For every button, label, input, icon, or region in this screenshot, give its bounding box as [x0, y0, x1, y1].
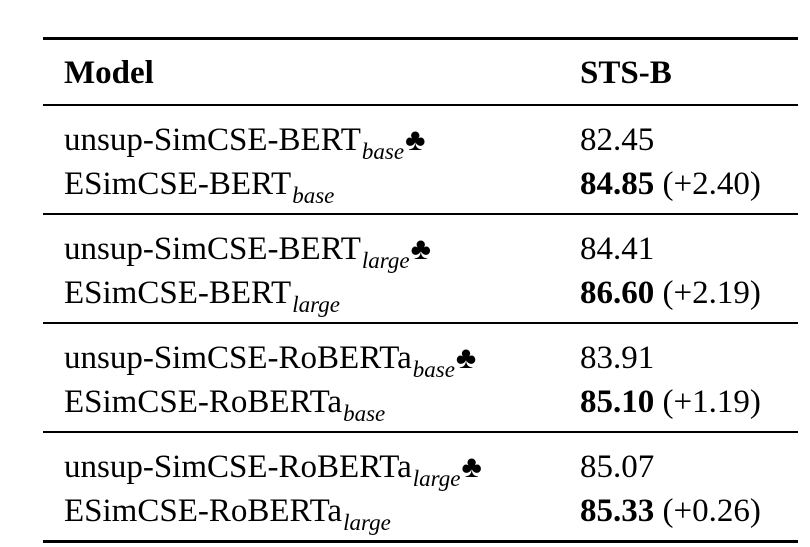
esimcse-score: 85.10 (+1.19): [580, 384, 761, 420]
baseline-score: 82.45: [580, 122, 655, 158]
baseline-model-name: unsup-$SimCSE-BERT_{base}♣$: [64, 122, 426, 164]
esimcse-model-name: ESimCSE-$BERT_{large}$: [64, 275, 340, 317]
baseline-model-name: unsup-$SimCSE-BERT_{large}♣$: [64, 231, 431, 273]
club-icon: ♣: [405, 122, 426, 157]
table-group-roberta-base: [43, 324, 798, 431]
header-model: Model: [64, 55, 154, 91]
baseline-score: 85.07: [580, 449, 655, 485]
results-table: [43, 37, 798, 543]
club-icon: ♣: [461, 449, 482, 484]
baseline-score: 84.41: [580, 231, 655, 267]
baseline-model-name: unsup-SimCSE-RoBERTa$_{large}$♣: [64, 449, 482, 491]
esimcse-model-name: ESimCSE-$BERT_{base}$: [64, 166, 335, 208]
esimcse-score: 84.85 (+2.40): [580, 166, 761, 202]
baseline-score: 83.91: [580, 340, 655, 376]
table-group-bert-base: [43, 106, 798, 213]
header-sts-b: STS-B: [580, 55, 672, 91]
table-group-bert-large: [43, 215, 798, 322]
esimcse-model-name: ESimCSE-RoBERTa$_{base}$: [64, 384, 386, 426]
table-header: [43, 40, 798, 104]
esimcse-score: 86.60 (+2.19): [580, 275, 761, 311]
club-icon: ♣: [410, 231, 431, 266]
club-icon: ♣: [455, 340, 477, 375]
bottom-rule: [43, 540, 798, 543]
esimcse-model-name: ESimCSE-RoBERTa$_{large}$: [64, 493, 391, 535]
baseline-model-name: unsup-SimCSE-RoBERTa$_{base}$♣: [64, 340, 477, 382]
esimcse-score: 85.33 (+0.26): [580, 493, 761, 529]
table-group-roberta-large: [43, 433, 798, 540]
